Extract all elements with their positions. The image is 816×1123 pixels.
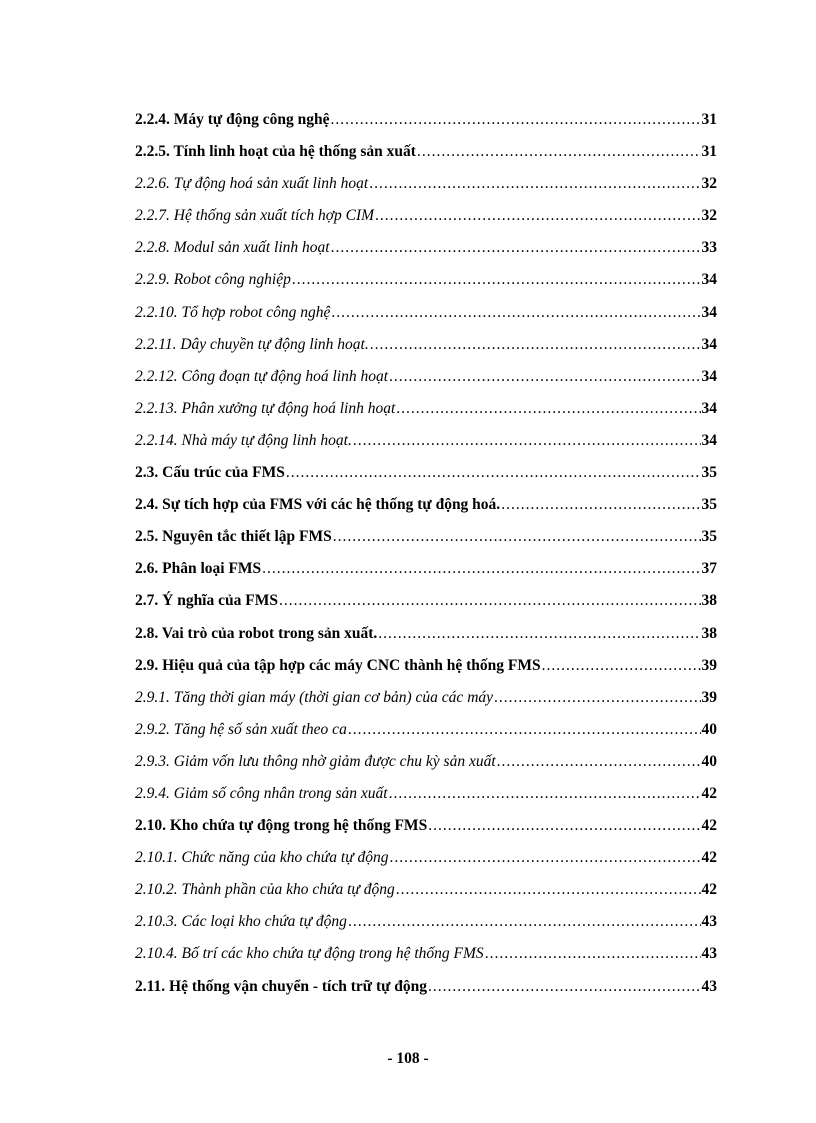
dot-leader: [279, 592, 701, 610]
toc-entry-page: 33: [701, 239, 717, 257]
toc-entry: [135, 817, 717, 849]
dot-leader: [390, 849, 701, 867]
toc-entry: [135, 528, 717, 560]
dot-leader: [330, 111, 700, 129]
toc-entry: [135, 304, 717, 336]
toc-entry-page: 42: [701, 817, 717, 835]
dot-leader: [331, 304, 700, 322]
toc-entry-page: 38: [701, 624, 717, 642]
dot-leader: [348, 721, 701, 739]
toc-entry-title: 2.9.3. Giảm vốn lưu thông nhờ giảm được chu kỳ sản xuất: [135, 752, 496, 770]
toc-entry-page: 43: [701, 977, 717, 995]
dot-leader: [417, 143, 701, 161]
dot-leader: [428, 978, 700, 996]
dot-leader: [389, 785, 701, 803]
toc-entry-title: 2.2.9. Robot công nghiệp: [135, 271, 291, 289]
toc-entry-page: 43: [701, 913, 717, 931]
dot-leader: [353, 432, 701, 450]
dot-leader: [286, 464, 701, 482]
toc-entry-title: 2.6. Phân loại FMS: [135, 560, 262, 578]
toc-entry: [135, 143, 717, 175]
toc-entry-page: 43: [701, 945, 717, 963]
toc-entry: [135, 207, 717, 239]
toc-entry-title: 2.3. Cấu trúc của FMS: [135, 464, 285, 482]
toc-entry: [135, 336, 717, 368]
toc-entry-page: 32: [701, 175, 717, 193]
toc-entry: [135, 945, 717, 977]
dot-leader: [485, 945, 701, 963]
toc-entry: [135, 657, 717, 689]
toc-entry-page: 34: [701, 271, 717, 289]
toc-entry-page: 35: [701, 528, 717, 546]
toc-entry-title: 2.7. Ý nghĩa của FMS: [135, 592, 278, 610]
toc-entry-title: 2.2.7. Hệ thống sản xuất tích hợp CIM: [135, 207, 375, 225]
toc-entry: [135, 464, 717, 496]
toc-entry-title: 2.4. Sự tích hợp của FMS với các hệ thống tự động hoá.: [135, 496, 501, 514]
toc-entry-page: 40: [701, 720, 717, 738]
toc-entry-page: 34: [701, 431, 717, 449]
toc-entry-title: 2.10.4. Bố trí các kho chứa tự động trong hệ thống FMS: [135, 945, 484, 963]
toc-entry-title: 2.2.12. Công đoạn tự động hoá linh hoạt: [135, 367, 389, 385]
toc-entry-page: 39: [701, 656, 717, 674]
toc-entry-title: 2.2.14. Nhà máy tự động linh hoạt.: [135, 431, 352, 449]
toc-entry-title: 2.5. Nguyên tắc thiết lập FMS: [135, 528, 332, 546]
toc-entry-page: 42: [701, 849, 717, 867]
toc-entry-title: 2.11. Hệ thống vận chuyển - tích trữ tự động: [135, 977, 428, 995]
dot-leader: [333, 528, 701, 546]
table-of-contents: [135, 111, 717, 1010]
toc-entry-page: 40: [701, 752, 717, 770]
toc-entry-title: 2.2.10. Tổ hợp robot công nghệ: [135, 303, 331, 321]
toc-entry-title: 2.9.2. Tăng hệ số sản xuất theo ca: [135, 720, 347, 738]
toc-entry-title: 2.2.8. Modul sản xuất linh hoạt: [135, 239, 330, 257]
toc-entry-title: 2.2.6. Tự động hoá sản xuất linh hoạt: [135, 175, 369, 193]
dot-leader: [428, 817, 700, 835]
toc-entry: [135, 753, 717, 785]
dot-leader: [542, 657, 701, 675]
toc-entry: [135, 368, 717, 400]
toc-entry: [135, 625, 717, 657]
toc-entry-title: 2.10.2. Thành phần của kho chứa tự động: [135, 881, 395, 899]
toc-entry-page: 32: [701, 207, 717, 225]
toc-entry: [135, 978, 717, 1010]
toc-entry-page: 42: [701, 784, 717, 802]
toc-entry-title: 2.2.5. Tính linh hoạt của hệ thống sản xuất: [135, 143, 416, 161]
toc-entry: [135, 432, 717, 464]
dot-leader: [378, 625, 700, 643]
toc-entry: [135, 913, 717, 945]
toc-entry: [135, 785, 717, 817]
toc-entry: [135, 239, 717, 271]
dot-leader: [375, 207, 700, 225]
toc-entry: [135, 400, 717, 432]
toc-entry: [135, 496, 717, 528]
toc-entry-page: 38: [701, 592, 717, 610]
toc-entry-title: 2.10.3. Các loại kho chứa tự động: [135, 913, 347, 931]
dot-leader: [348, 913, 701, 931]
dot-leader: [501, 496, 700, 514]
toc-entry: [135, 881, 717, 913]
dot-leader: [331, 239, 701, 257]
toc-entry: [135, 111, 717, 143]
toc-entry: [135, 560, 717, 592]
dot-leader: [396, 400, 700, 418]
toc-entry-page: 34: [701, 335, 717, 353]
toc-entry-title: 2.9.1. Tăng thời gian máy (thời gian cơ bản) của các máy: [135, 688, 494, 706]
toc-entry-page: 31: [701, 143, 717, 161]
toc-entry-title: 2.9.4. Giảm số công nhân trong sản xuất: [135, 784, 388, 802]
dot-leader: [389, 368, 700, 386]
toc-entry-page: 35: [701, 496, 717, 514]
toc-entry: [135, 849, 717, 881]
dot-leader: [292, 271, 701, 289]
dot-leader: [369, 175, 700, 193]
toc-entry: [135, 592, 717, 624]
toc-entry: [135, 721, 717, 753]
dot-leader: [497, 753, 701, 771]
toc-entry: [135, 271, 717, 303]
toc-entry-title: 2.10. Kho chứa tự động trong hệ thống FMS: [135, 817, 428, 835]
toc-entry-page: 31: [701, 111, 717, 128]
dot-leader: [262, 560, 700, 578]
toc-entry-page: 34: [701, 303, 717, 321]
toc-entry-title: 2.10.1. Chức năng của kho chứa tự động: [135, 849, 389, 867]
toc-entry-title: 2.2.13. Phân xưởng tự động hoá linh hoạt: [135, 399, 396, 417]
toc-entry-page: 37: [701, 560, 717, 578]
toc-entry-page: 34: [701, 367, 717, 385]
toc-entry-title: 2.2.4. Máy tự động công nghệ: [135, 111, 330, 128]
toc-entry-page: 39: [701, 688, 717, 706]
dot-leader: [494, 689, 700, 707]
toc-entry: [135, 175, 717, 207]
page-number: - 108 -: [387, 1050, 429, 1067]
toc-entry-page: 34: [701, 399, 717, 417]
toc-entry-page: 35: [701, 464, 717, 482]
toc-entry-title: 2.9. Hiệu quả của tập hợp các máy CNC thành hệ thống FMS: [135, 656, 541, 674]
dot-leader: [370, 336, 701, 354]
toc-entry-title: 2.8. Vai trò của robot trong sản xuất.: [135, 624, 378, 642]
toc-entry: [135, 689, 717, 721]
toc-entry-title: 2.2.11. Dây chuyền tự động linh hoạt.: [135, 335, 369, 353]
dot-leader: [396, 881, 701, 899]
toc-entry-page: 42: [701, 881, 717, 899]
